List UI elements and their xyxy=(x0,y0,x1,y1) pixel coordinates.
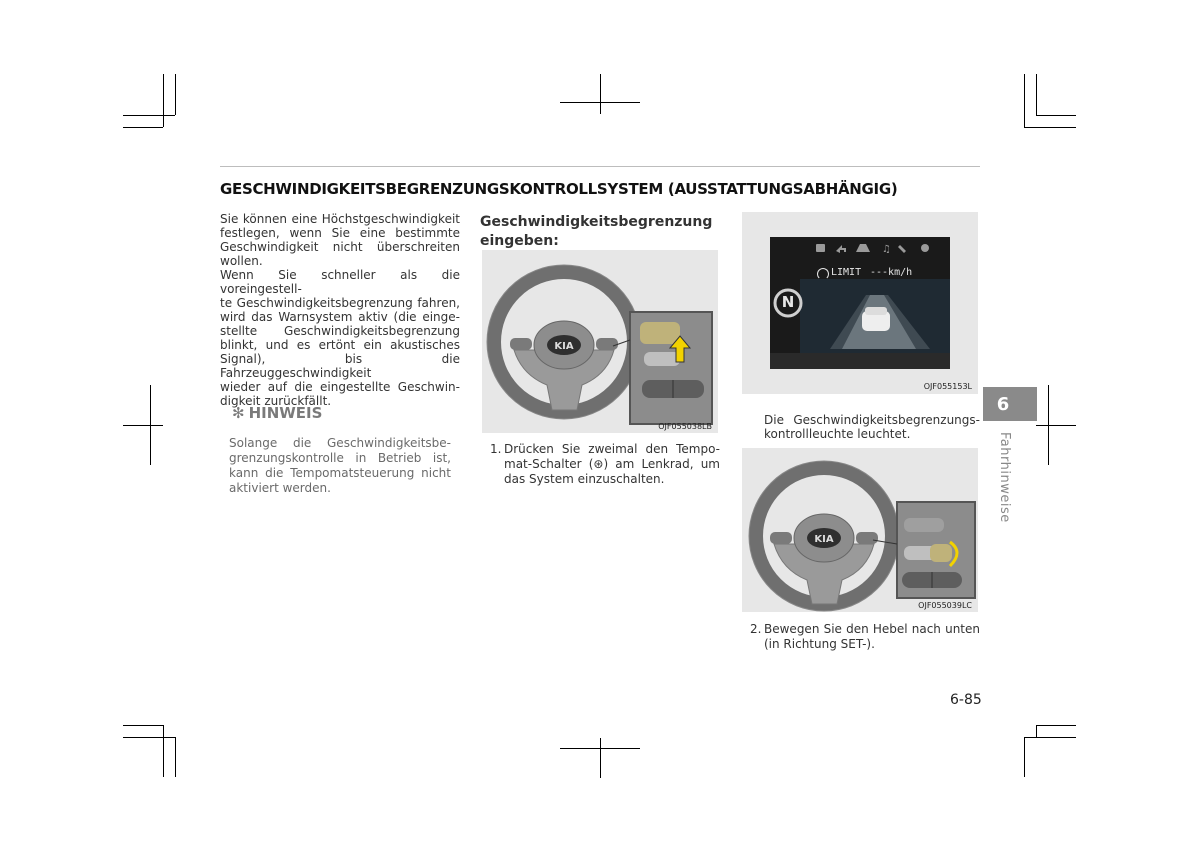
chapter-name: Fahrhinweise xyxy=(997,432,1012,523)
cluster-gear: N xyxy=(781,293,795,311)
svg-text:KIA: KIA xyxy=(814,534,834,545)
crop-mark xyxy=(600,738,601,778)
step-number: 1. xyxy=(490,442,502,456)
text-line: digkeit zurückfällt. xyxy=(220,394,332,408)
text-line: festlegen, wenn Sie eine bestimmte xyxy=(220,226,460,240)
cluster-limit-label: LIMIT xyxy=(831,267,862,278)
text-line: Geschwindigkeit nicht überschreiten xyxy=(220,240,460,254)
figure-code: OJF055153L xyxy=(923,382,972,391)
text-line: Drücken Sie zweimal den Tempo- xyxy=(504,442,720,456)
text-line: blinkt, und es ertönt ein akustisches xyxy=(220,338,460,352)
text-line: Bewegen Sie den Hebel nach unten xyxy=(764,622,980,636)
text-line: Wenn Sie schneller als die voreingestell- xyxy=(220,268,460,296)
text-line: Sie können eine Höchstgeschwindigkeit xyxy=(220,212,460,226)
text-line: kann die Tempomatsteuerung nicht xyxy=(229,466,451,480)
crop-mark xyxy=(163,725,164,777)
step-text xyxy=(764,622,980,652)
text-line: grenzungskontrolle in Betrieb ist, xyxy=(229,451,451,465)
steering-wheel-figure-2 xyxy=(742,448,978,612)
text-line: Die Geschwindigkeitsbegrenzungs- xyxy=(764,413,980,427)
text-line: kontrollleuchte leuchtet. xyxy=(764,427,911,441)
text-line: Solange die Geschwindigkeitsbe- xyxy=(229,436,451,450)
cluster-display-figure xyxy=(742,212,978,394)
text-line: mat-Schalter (⊛) am Lenkrad, um xyxy=(504,457,720,471)
text-line: wieder auf die eingestellte Geschwin- xyxy=(220,380,460,394)
text-line: Signal), bis die Fahrzeuggeschwindigkeit xyxy=(220,352,460,380)
steering-wheel-illustration xyxy=(742,448,978,612)
cluster-graphic xyxy=(770,237,950,369)
figure-code: OJF055038LB xyxy=(658,422,712,431)
step-text xyxy=(504,442,720,487)
crop-mark xyxy=(175,737,176,777)
step-number: 2. xyxy=(750,622,762,636)
crop-mark xyxy=(123,737,175,738)
crop-mark xyxy=(123,127,163,128)
subheading-line: eingeben: xyxy=(480,233,559,249)
subheading-line: Geschwindigkeitsbegrenzung xyxy=(480,214,713,230)
crop-mark xyxy=(1036,425,1076,426)
page-number: 6-85 xyxy=(950,692,982,708)
crop-mark xyxy=(175,74,176,115)
crop-mark xyxy=(1024,127,1076,128)
text-line: wird das Warnsystem aktiv (die einge- xyxy=(220,310,460,324)
cluster-speed: ---km/h xyxy=(870,267,913,278)
crop-mark xyxy=(1036,115,1076,116)
svg-text:♫: ♫ xyxy=(882,244,891,255)
note-paragraph xyxy=(229,436,451,496)
chapter-tab xyxy=(983,387,1037,421)
text-line: te Geschwindigkeitsbegrenzung fahren, xyxy=(220,296,460,310)
steering-wheel-illustration xyxy=(482,250,718,433)
text-line: wollen. xyxy=(220,254,263,268)
text-line: aktiviert werden. xyxy=(229,481,331,495)
page-title: GESCHWINDIGKEITSBEGRENZUNGSKONTROLLSYSTEM (AUSSTATTUNGSABHÄNGIG) xyxy=(220,180,898,198)
header-rule xyxy=(220,166,980,167)
crop-mark xyxy=(123,725,163,726)
indicator-paragraph xyxy=(764,413,980,441)
crop-mark xyxy=(1036,74,1037,115)
section-subheading xyxy=(480,213,720,251)
svg-text:KIA: KIA xyxy=(554,341,574,352)
crop-mark xyxy=(1024,737,1025,777)
crop-mark xyxy=(1036,725,1076,726)
chapter-number: 6 xyxy=(996,393,1010,415)
crop-mark xyxy=(123,115,175,116)
crop-mark xyxy=(1024,74,1025,127)
figure-code: OJF055039LC xyxy=(918,601,972,610)
asterisk-icon: ✻ xyxy=(232,404,245,422)
crop-mark xyxy=(1024,737,1076,738)
cluster-screen xyxy=(770,237,950,369)
text-line: stellte Geschwindigkeitsbegrenzung xyxy=(220,324,460,338)
crop-mark xyxy=(150,385,151,465)
note-heading-label: HINWEIS xyxy=(248,404,323,422)
crop-mark xyxy=(600,74,601,114)
speed-limit-icon xyxy=(817,268,829,280)
crop-mark xyxy=(1036,725,1037,737)
text-line: (in Richtung SET-). xyxy=(764,637,875,651)
text-line: das System einzuschalten. xyxy=(504,472,665,486)
steering-wheel-figure-1 xyxy=(482,250,718,433)
crop-mark xyxy=(123,425,163,426)
crop-mark xyxy=(1048,385,1049,465)
crop-mark xyxy=(163,74,164,127)
intro-paragraph xyxy=(220,212,460,408)
note-heading xyxy=(232,404,322,422)
